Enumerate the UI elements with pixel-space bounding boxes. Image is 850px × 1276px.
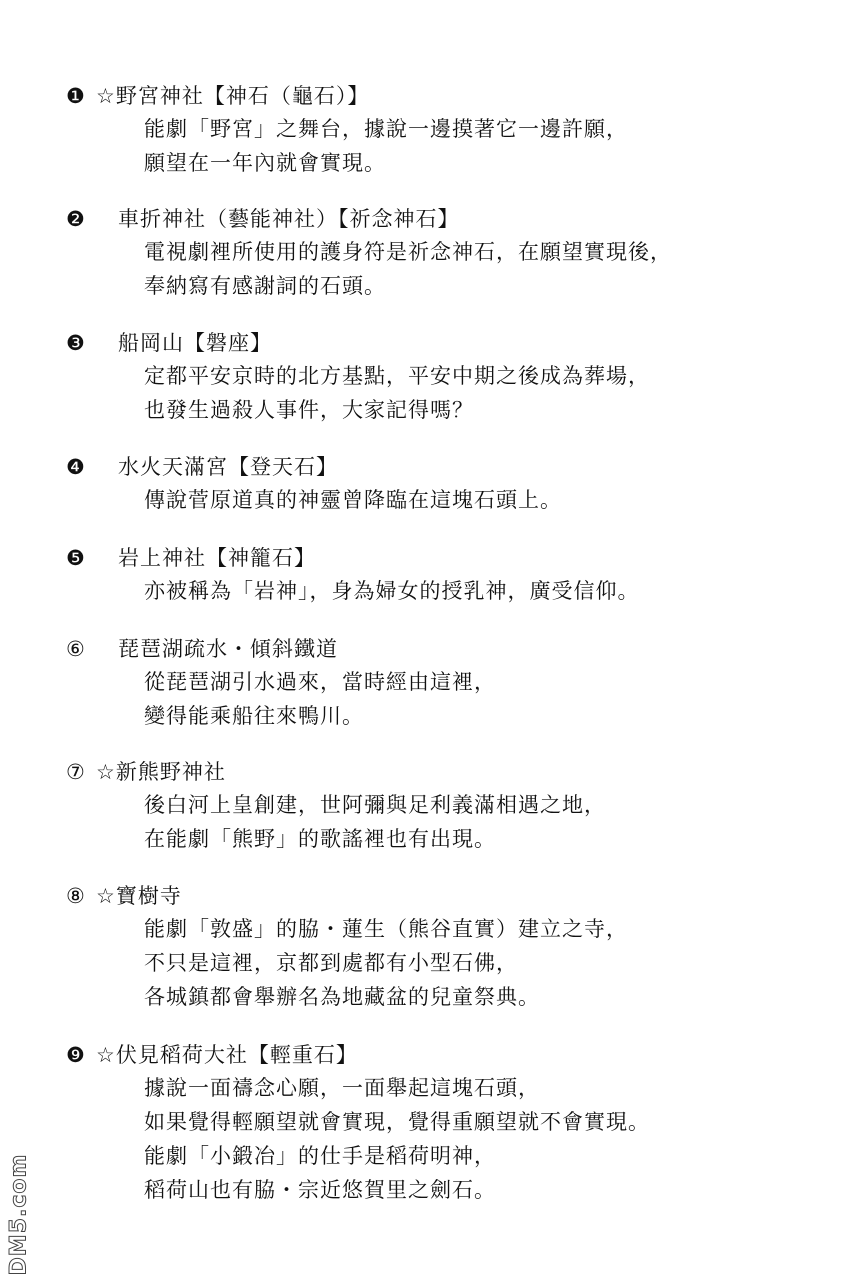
entry-line: 電視劇裡所使用的護身符是祈念神石，在願望實現後， (144, 240, 672, 264)
entry-line: 不只是這裡，京都到處都有小型石佛， (144, 951, 518, 975)
entry-heading (66, 633, 786, 665)
entry-line: 能劇「野宮」之舞台，據說一邊摸著它一邊許願， (144, 117, 628, 141)
entry-line: 如果覺得輕願望就會實現，覺得重願望就不會實現。 (144, 1110, 650, 1134)
entry-2 (66, 203, 786, 303)
entry-line: 願望在一年內就會實現。 (144, 151, 386, 175)
entry-title: 野宮神社【神石（龜石）】 (115, 84, 370, 108)
star-icon: ☆ (96, 1043, 116, 1067)
entry-title: 水火天滿宮【登天石】 (118, 455, 338, 479)
entry-line: 後白河上皇創建，世阿彌與足利義滿相遇之地， (144, 793, 606, 817)
entry-line: 在能劇「熊野」的歌謠裡也有出現。 (144, 827, 496, 851)
entry-number: ❺ (66, 546, 86, 570)
entry-heading (66, 451, 786, 483)
entry-number: ❾ (66, 1043, 86, 1067)
entry-number: ⑥ (66, 637, 86, 661)
entry-line: 也發生過殺人事件，大家記得嗎？ (144, 398, 474, 422)
entry-heading (66, 327, 786, 359)
entry-number: ⑧ (66, 884, 86, 908)
entry-line: 變得能乘船往來鴨川。 (144, 704, 364, 728)
entry-3 (66, 327, 786, 427)
entry-title: 寶樹寺 (115, 884, 182, 908)
entry-heading (66, 203, 786, 235)
entry-line: 各城鎮都會舉辦名為地藏盆的兒童祭典。 (144, 985, 540, 1009)
entry-9 (66, 1039, 786, 1207)
entry-title: 琵琶湖疏水・傾斜鐵道 (118, 637, 338, 661)
entry-number: ⑦ (66, 760, 86, 784)
entry-number: ❹ (66, 455, 86, 479)
entry-6 (66, 633, 786, 733)
entry-line: 傳說菅原道真的神靈曾降臨在這塊石頭上。 (144, 488, 562, 512)
entry-line: 亦被稱為「岩神」，身為婦女的授乳神，廣受信仰。 (144, 579, 640, 603)
entry-line: 奉納寫有感謝詞的石頭。 (144, 274, 386, 298)
entry-5 (66, 542, 786, 608)
entry-title: 伏見稻荷大社【輕重石】 (115, 1043, 358, 1067)
entry-line: 能劇「小鍛冶」的仕手是稻荷明神， (144, 1144, 496, 1168)
entry-1 (66, 80, 786, 180)
entry-heading (66, 80, 786, 112)
entry-number: ❶ (66, 84, 86, 108)
entry-line: 據說一面禱念心願，一面舉起這塊石頭， (144, 1076, 540, 1100)
entry-title: 船岡山【磐座】 (118, 331, 272, 355)
watermark-text: DM5.com (6, 1153, 32, 1275)
entry-line: 定都平安京時的北方基點，平安中期之後成為葬場， (144, 364, 650, 388)
entry-title: 車折神社（藝能神社）【祈念神石】 (118, 207, 460, 231)
entry-number: ❸ (66, 331, 86, 355)
star-icon: ☆ (96, 884, 116, 908)
watermark-logo (4, 1153, 34, 1275)
entry-title: 岩上神社【神籠石】 (118, 546, 316, 570)
star-icon: ☆ (96, 760, 116, 784)
entry-8 (66, 880, 786, 1014)
entry-line: 能劇「敦盛」的脇・蓮生（熊谷直實）建立之寺， (144, 917, 628, 941)
entry-heading (66, 1039, 786, 1071)
entry-heading (66, 756, 786, 788)
entry-line: 稻荷山也有脇・宗近悠賀里之劍石。 (144, 1178, 496, 1202)
entry-4 (66, 451, 786, 517)
entry-number: ❷ (66, 207, 86, 231)
entry-heading (66, 880, 786, 912)
entry-heading (66, 542, 786, 574)
star-icon: ☆ (96, 84, 116, 108)
entry-line: 從琵琶湖引水過來，當時經由這裡， (144, 670, 496, 694)
entry-7 (66, 756, 786, 856)
entry-title: 新熊野神社 (115, 760, 226, 784)
